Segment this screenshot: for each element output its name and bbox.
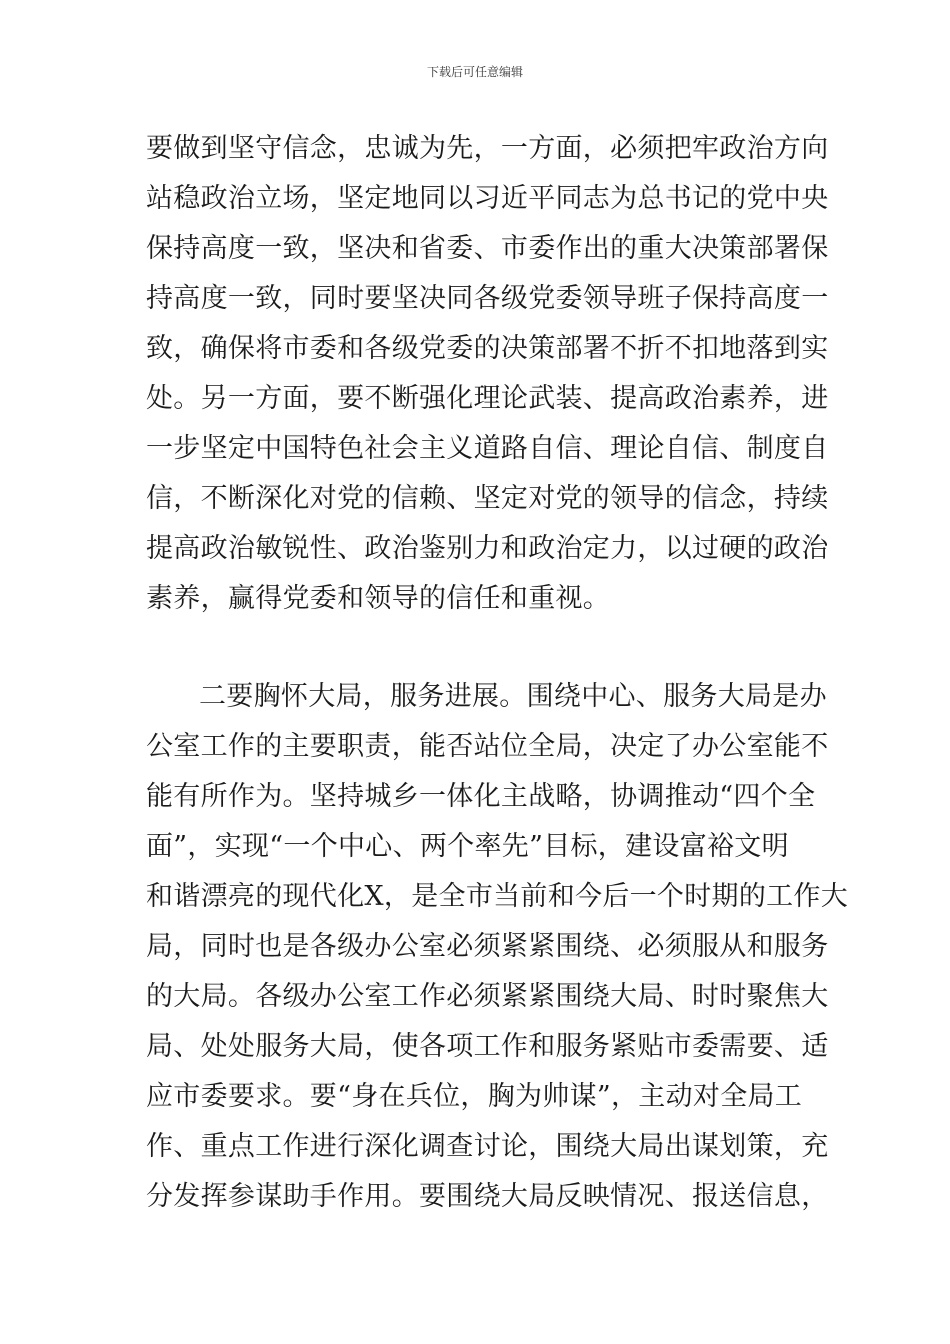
paragraph-2-line: 公室工作的主要职责，能否站位全局，决定了办公室能不 [146,731,829,762]
paragraph-1-line: 持高度一致，同时要坚决同各级党委领导班子保持高度一 [146,283,829,314]
paragraph-1-line: 素养，赢得党委和领导的信任和重视。 [146,583,611,614]
page-header: 下载后可任意编辑 [426,65,523,79]
paragraph-2-line: 局，同时也是各级办公室必须紧紧围绕、必须服从和服务 [146,931,829,962]
paragraph-1-line: 一步坚定中国特色社会主义道路自信、理论自信、制度自 [146,433,829,464]
paragraph-2-line: 面”，实现“一个中心、两个率先”目标，建设富裕文明 [146,831,789,862]
paragraph-1-line: 站稳政治立场，坚定地同以习近平同志为总书记的党中央 [146,183,829,214]
paragraph-1-line: 要做到坚守信念，忠诚为先，一方面，必须把牢政治方向 [146,133,829,164]
paragraph-1-line: 处。另一方面，要不断强化理论武装、提高政治素养，进 [146,383,829,414]
paragraph-2-line: 局、处处服务大局，使各项工作和服务紧贴市委需要、适 [146,1031,829,1062]
paragraph-1-line: 信，不断深化对党的信赖、坚定对党的领导的信念，持续 [146,483,829,514]
paragraph-2-line: 能有所作为。坚持城乡一体化主战略，协调推动“四个全 [146,781,816,812]
paragraph-1-line: 致，确保将市委和各级党委的决策部署不折不扣地落到实 [146,333,829,364]
paragraph-1-line: 保持高度一致，坚决和省委、市委作出的重大决策部署保 [146,233,829,264]
paragraph-2-line: 的大局。各级办公室工作必须紧紧围绕大局、时时聚焦大 [146,981,829,1012]
paragraph-2-line: 和谐漂亮的现代化X，是全市当前和今后一个时期的工作大 [146,881,849,912]
paragraph-2-line: 二要胸怀大局，服务进展。围绕中心、服务大局是办 [199,681,827,712]
paragraph-2-line: 作、重点工作进行深化调查讨论，围绕大局出谋划策，充 [146,1131,829,1162]
paragraph-1-line: 提高政治敏锐性、政治鉴别力和政治定力，以过硬的政治 [146,533,829,564]
paragraph-2-line: 应市委要求。要“身在兵位，胸为帅谋”，主动对全局工 [146,1081,803,1112]
paragraph-2-line: 分发挥参谋助手作用。要围绕大局反映情况、报送信息， [146,1181,829,1212]
